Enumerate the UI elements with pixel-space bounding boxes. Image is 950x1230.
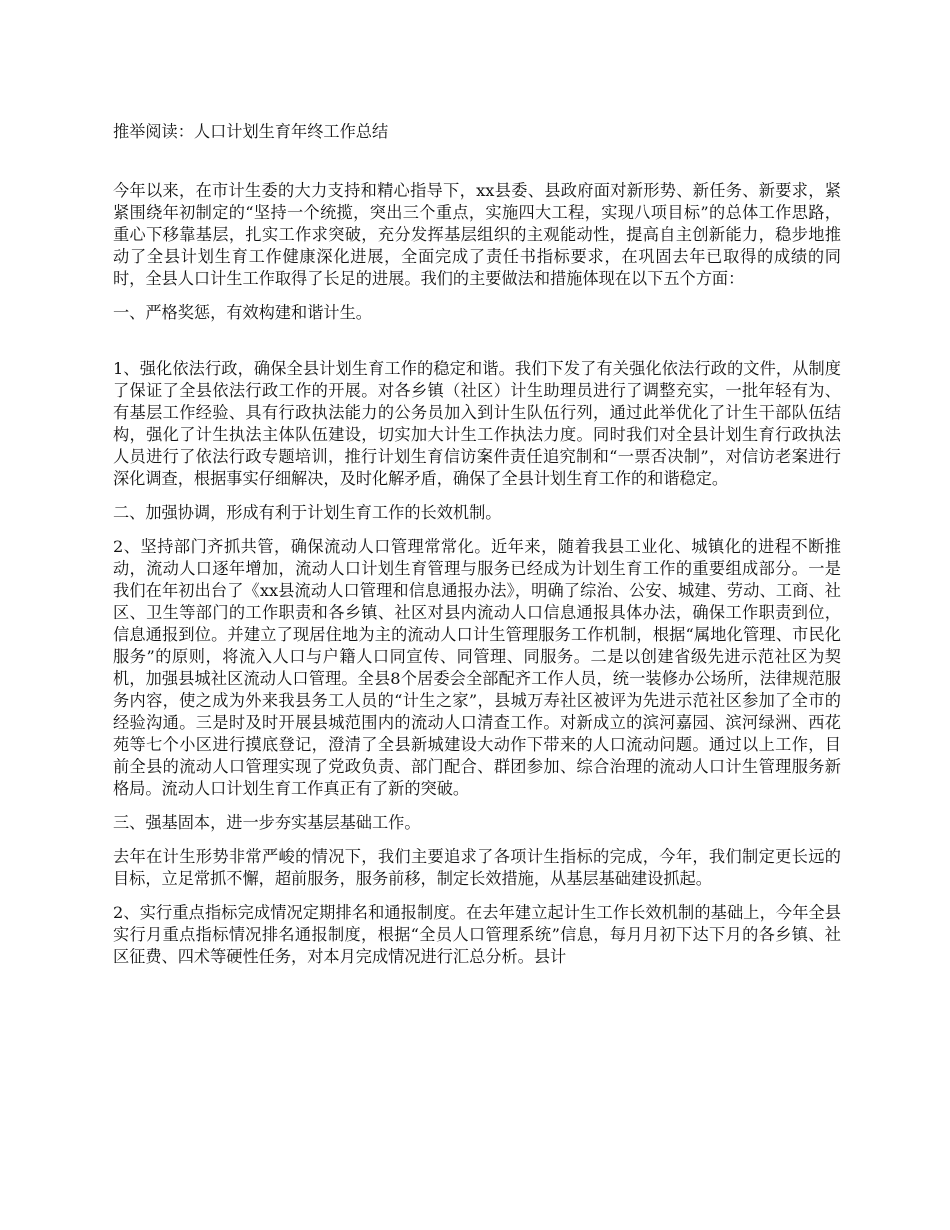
paragraph-law-enforcement: 1、强化依法行政，确保全县计划生育工作的稳定和谐。我们下发了有关强化依法行政的文件，从制度了保证了全县依法行政工作的开展。对各乡镇（社区）计生助理员进行了调整充实，一批年轻有为、有基层工作经验、具有行政执法能力的公务员加入到计生队伍行列，通过此举优化了计生干部队伍结构，强化了计生执法主体队伍建设，切实加大计生工作执法力度。同时我们对全县计划生育行政执法人员进行了依法行政专题培训，推行计划生育信访案件责任追究制和“一票否决制”，对信访老案进行深化调查，根据事实仔细解决，及时化解矛盾，确保了全县计划生育工作的和谐稳定。: [113, 359, 841, 488]
document-title: 推举阅读：人口计划生育年终工作总结: [113, 122, 389, 141]
intro-paragraph: 今年以来，在市计生委的大力支持和精心指导下，xx县委、县政府面对新形势、新任务、新要求，紧紧围绕年初制定的“坚持一个统揽，突出三个重点，实施四大工程，实现八项目标”的总体工作思路，重心下移靠基层，扎实工作求突破，充分发挥基层组织的主观能动性，提高自主创新能力，稳步地推动了全县计划生育工作健康深化进展，全面完成了责任书指标要求，在巩固去年已取得的成绩的同时，全县人口计生工作取得了长足的进展。我们的主要做法和措施体现在以下五个方面：: [113, 181, 841, 288]
paragraph-ranking-system: 2、实行重点指标完成情况定期排名和通报制度。在去年建立起计生工作长效机制的基础上，今年全县实行月重点指标情况排名通报制度，根据“全员人口管理系统”信息，每月月初下达下月的各乡镇、社区征费、四术等硬性任务，对本月完成情况进行汇总分析。县计: [113, 903, 841, 966]
paragraph-grassroots: 去年在计生形势非常严峻的情况下，我们主要追求了各项计生指标的完成，今年，我们制定更长远的目标，立足常抓不懈，超前服务，服务前移，制定长效措施，从基层基础建设抓起。: [113, 847, 841, 888]
section-heading-1: 一、严格奖惩，有效构建和谐计生。: [113, 303, 372, 322]
paragraph-floating-population: 2、坚持部门齐抓共管，确保流动人口管理常常化。近年来，随着我县工业化、城镇化的进程不断推动，流动人口逐年增加，流动人口计划生育管理与服务已经成为计划生育工作的重要组成部分。一是我们在年初出台了《xx县流动人口管理和信息通报办法》，明确了综治、公安、城建、劳动、工商、社区、卫生等部门的工作职责和各乡镇、社区对县内流动人口信息通报具体办法，确保工作职责到位，信息通报到位。并建立了现居住地为主的流动人口计生管理服务工作机制，根据“属地化管理、市民化服务”的原则，将流入人口与户籍人口同宣传、同管理、同服务。二是以创建省级先进示范社区为契机，加强县城社区流动人口管理。全县8个居委会全部配齐工作人员，统一装修办公场所，法律规范服务内容，使之成为外来我县务工人员的“计生之家”，县城万寿社区被评为先进示范社区参加了全市的经验沟通。三是时及时开展县城范围内的流动人口清查工作。对新成立的滨河嘉园、滨河绿洲、西花苑等七个小区进行摸底登记，澄清了全县新城建设大动作下带来的人口流动问题。通过以上工作，目前全县的流动人口管理实现了党政负责、部门配合、群团参加、综合治理的流动人口计生管理服务新格局。流动人口计划生育工作真正有了新的突破。: [113, 537, 841, 798]
document-page: [113, 121, 841, 980]
section-heading-2: 二、加强协调，形成有利于计划生育工作的长效机制。: [113, 503, 502, 522]
section-heading-3: 三、强基固本，进一步夯实基层基础工作。: [113, 813, 421, 832]
